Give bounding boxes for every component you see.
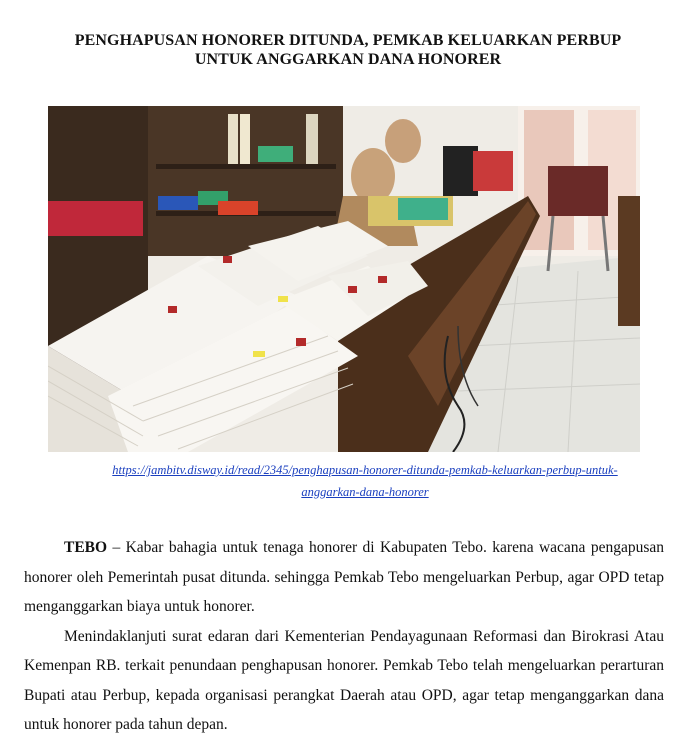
paragraph-2: Menindaklanjuti surat edaran dari Kementerian Pendayagunaan Reformasi dan Birokrasi Atau Kemenpan RB. terkait penundaan penghapusan honorer. Pemkab Tebo telah mengeluarkan perarturan Bupati atau Perbup, kepada organisasi perangkat Daerah atau OPD, agar tetap menganggarkan dana untuk honorer pada tahun depan. — [24, 627, 664, 733]
image-caption — [48, 459, 682, 503]
article-body — [24, 533, 664, 740]
paragraph-1 — [24, 533, 664, 622]
source-link-line-1: https://jambitv.disway.id/read/2345/penghapusan-honorer-ditunda-pemkab-keluarkan-perbup-untuk- — [112, 463, 618, 477]
article-title — [20, 31, 676, 69]
article-photo — [48, 106, 640, 452]
article-title-line-2: UNTUK ANGGARKAN DANA HONORER — [194, 51, 502, 68]
article-title-line-1: PENGHAPUSAN HONORER DITUNDA, PEMKAB KELUARKAN PERBUP — [74, 32, 622, 49]
source-link[interactable] — [48, 459, 682, 503]
dateline: TEBO — [64, 539, 108, 556]
paragraph-1-text: – Kabar bahagia untuk tenaga honorer di Kabupaten Tebo. karena wacana pengapusan honorer oleh Pemerintah pusat ditunda. sehingga Pemkab Tebo mengeluarkan Perbup, agar OPD tetap menganggarkan biaya untuk honorer. — [24, 539, 664, 615]
source-link-line-2: anggarkan-dana-honorer — [301, 485, 429, 499]
